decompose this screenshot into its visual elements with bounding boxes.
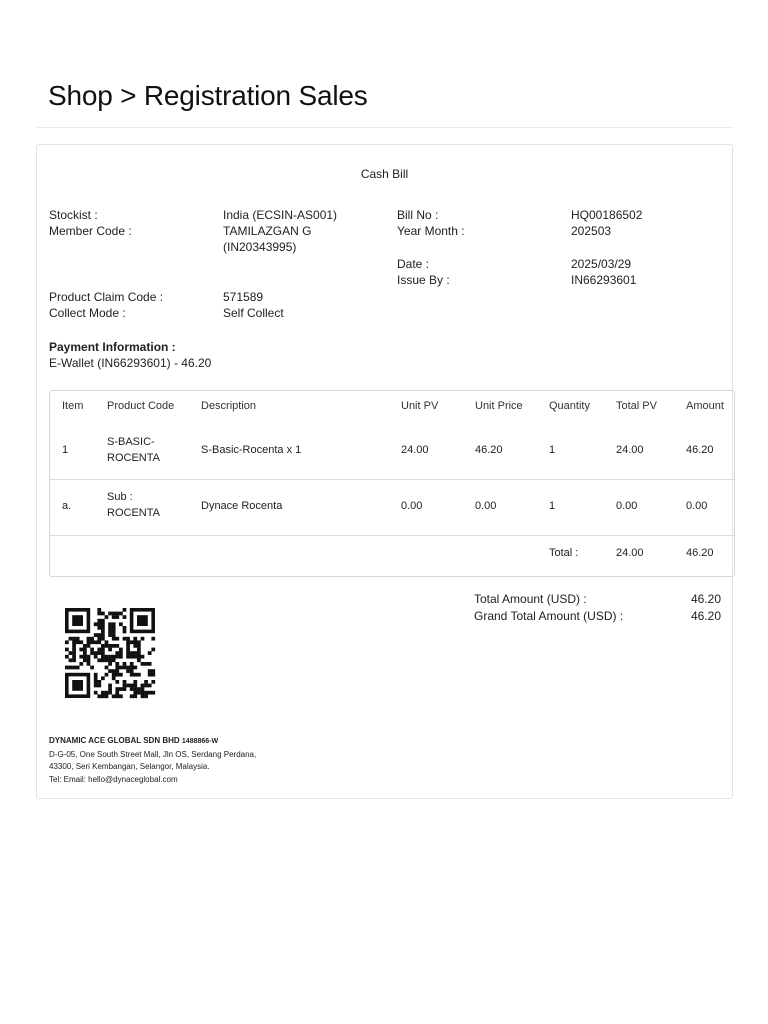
- page-title: Shop > Registration Sales: [48, 80, 368, 111]
- item-unit-price: 0.00: [475, 500, 497, 512]
- issue-by-value: IN66293601: [571, 273, 637, 287]
- item-number: 1: [62, 444, 69, 456]
- company-footer: [49, 735, 256, 786]
- member-code-name: TAMILAZGAN G: [223, 224, 312, 238]
- item-unit-price: 46.20: [475, 444, 503, 456]
- item-unit-pv: 24.00: [401, 444, 429, 456]
- member-code-label: Member Code :: [49, 224, 132, 238]
- item-total-pv: 0.00: [616, 500, 638, 512]
- company-name: DYNAMIC ACE GLOBAL SDN BHD: [49, 736, 180, 745]
- total-amount-value: 46.20: [686, 547, 714, 559]
- payment-info-label: Payment Information :: [49, 340, 176, 354]
- item-unit-pv: 0.00: [401, 500, 423, 512]
- column-header-quantity: Quantity: [549, 400, 590, 412]
- bill-no-label: Bill No :: [397, 208, 439, 222]
- item-description: Dynace Rocenta: [201, 500, 283, 512]
- date-label: Date :: [397, 257, 430, 271]
- column-header-amount: Amount: [686, 400, 724, 412]
- item-quantity: 1: [549, 500, 556, 512]
- member-code-id: (IN20343995): [223, 240, 297, 254]
- table-total-row: [50, 536, 734, 576]
- column-header-description: Description: [201, 400, 257, 412]
- item-description: S-Basic-Rocenta x 1: [201, 444, 302, 456]
- qr-code-icon: [49, 593, 165, 711]
- product-code-line2: ROCENTA: [107, 507, 160, 519]
- total-amount-label: Total Amount (USD) :: [474, 592, 587, 606]
- table-row: [50, 480, 734, 535]
- total-pv-value: 24.00: [616, 547, 644, 559]
- product-claim-code-value: 571589: [223, 290, 264, 304]
- grand-total-label: Grand Total Amount (USD) :: [474, 609, 624, 623]
- product-code-line1: Sub :: [107, 491, 133, 503]
- item-number: a.: [62, 500, 72, 512]
- year-month-value: 202503: [571, 224, 612, 238]
- column-header-unit-pv: Unit PV: [401, 400, 439, 412]
- company-contact: Tel: Email: hello@dynaceglobal.com: [49, 774, 178, 784]
- company-address-line1: D-G-05, One South Street Mall, Jln OS, Serdang Perdana,: [49, 749, 257, 759]
- collect-mode-label: Collect Mode :: [49, 306, 126, 320]
- column-header-product-code: Product Code: [107, 400, 175, 412]
- item-amount: 0.00: [686, 500, 708, 512]
- column-header-item: Item: [62, 400, 84, 412]
- title-divider: [36, 127, 733, 128]
- product-code-line2: ROCENTA: [107, 452, 160, 464]
- payment-info-value: E-Wallet (IN66293601) - 46.20: [49, 356, 212, 370]
- table-header-row: [50, 391, 734, 421]
- grand-total-value: 46.20: [690, 609, 721, 623]
- cash-bill-card: [36, 144, 733, 799]
- item-total-pv: 24.00: [616, 444, 644, 456]
- collect-mode-value: Self Collect: [223, 306, 284, 320]
- bill-heading: Cash Bill: [360, 167, 409, 181]
- stockist-label: Stockist :: [49, 208, 98, 222]
- stockist-value: India (ECSIN-AS001): [223, 208, 338, 222]
- total-label: Total :: [549, 547, 579, 559]
- issue-by-label: Issue By :: [397, 273, 450, 287]
- bill-no-value: HQ00186502: [571, 208, 643, 222]
- items-table: [49, 390, 735, 577]
- product-claim-code-label: Product Claim Code :: [49, 290, 164, 304]
- item-quantity: 1: [549, 444, 556, 456]
- item-amount: 46.20: [686, 444, 714, 456]
- date-value: 2025/03/29: [571, 257, 632, 271]
- year-month-label: Year Month :: [397, 224, 465, 238]
- column-header-unit-price: Unit Price: [475, 400, 523, 412]
- company-reg-no: 1488866-W: [181, 738, 219, 745]
- table-row: [50, 422, 734, 479]
- product-code-line1: S-BASIC-: [107, 436, 155, 448]
- company-address-line2: 43300, Seri Kembangan, Selangor, Malaysia.: [49, 762, 210, 771]
- column-header-total-pv: Total PV: [616, 400, 657, 412]
- total-amount-value: 46.20: [690, 592, 721, 606]
